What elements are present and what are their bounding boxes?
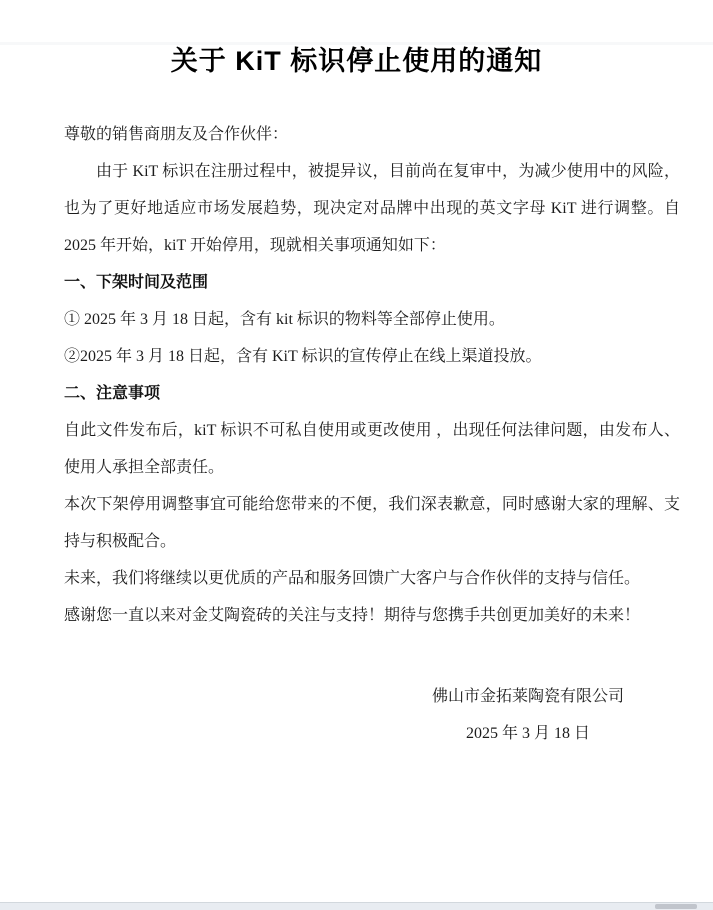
section-2-paragraph-3: 未来，我们将继续以更优质的产品和服务回馈广大客户与合作伙伴的支持与信任。 — [64, 570, 641, 587]
section-2-paragraph-4: 感谢您一直以来对金艾陶瓷砖的关注与支持！期待与您携手共创更加美好的未来！ — [64, 607, 641, 624]
section-1-item-1: ① 2025 年 3 月 18 日起，含有 kit 标识的物料等全部停止使用。 — [64, 311, 505, 328]
section-2-paragraph-1: 自此文件发布后，kiT 标识不可私自使用或更改使用 ，出现任何法律问题，由发布人、使用人承担全部责任。 — [64, 422, 680, 476]
signature-company: 佛山市金拓莱陶瓷有限公司 — [431, 688, 624, 705]
document-body — [64, 116, 680, 752]
section-1-item-2: ②2025 年 3 月 18 日起，含有 KiT 标识的宣传停止在线上渠道投放。 — [64, 348, 542, 365]
signature-block — [393, 678, 663, 752]
signature-date: 2025 年 3 月 18 日 — [465, 725, 590, 742]
intro-paragraph: 由于 KiT 标识在注册过程中，被提异议，目前尚在复审中，为减少使用中的风险，也为了更好地适应市场发展趋势，现决定对品牌中出现的英文字母 KiT 进行调整。自 2025 年开始，kiT 开始停用，现就相关事项通知如下： — [64, 163, 680, 254]
section-2-heading: 二、注意事项 — [64, 385, 161, 402]
page-top-edge — [0, 42, 713, 45]
greeting-line: 尊敬的销售商朋友及合作伙伴： — [64, 126, 289, 143]
section-2-paragraph-2: 本次下架停用调整事宜可能给您带来的不便，我们深表歉意，同时感谢大家的理解、支持与积极配合。 — [64, 496, 680, 550]
page-title: 关于 KiT 标识停止使用的通知 — [170, 46, 543, 76]
section-1-heading: 一、下架时间及范围 — [64, 274, 209, 291]
horizontal-scrollbar-thumb[interactable] — [655, 904, 697, 909]
horizontal-scrollbar[interactable] — [0, 902, 713, 910]
